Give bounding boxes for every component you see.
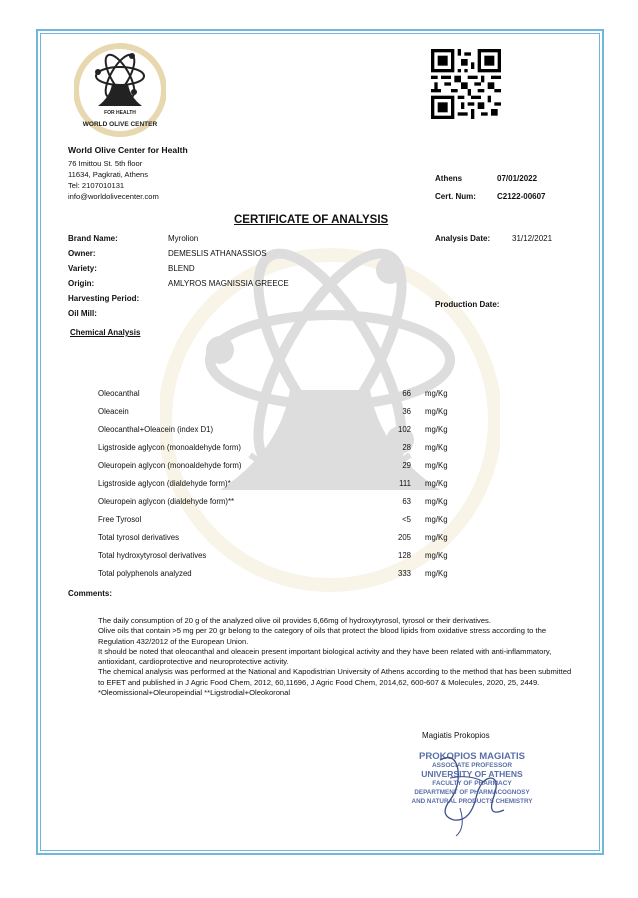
handwritten-signature-icon <box>420 748 530 838</box>
world-olive-center-logo-icon <box>74 42 166 140</box>
email-line: info@worldolivecenter.com <box>68 192 159 201</box>
table-row-value: 63 <box>402 497 411 506</box>
city-label: Athens <box>435 174 463 183</box>
table-row-name: Oleuropein aglycon (monoaldehyde form) <box>98 461 242 470</box>
table-row-unit: mg/Kg <box>425 461 448 470</box>
table-row-name: Oleocanthal+Oleacein (index D1) <box>98 425 214 434</box>
origin-value: AMLYROS MAGNISSIA GREECE <box>168 279 289 288</box>
brand-value: Myrolion <box>168 234 199 243</box>
origin-label: Origin: <box>68 279 95 288</box>
brand-label: Brand Name: <box>68 234 118 243</box>
table-row-value: 28 <box>402 443 411 452</box>
table-row-unit: mg/Kg <box>425 569 448 578</box>
watermark-logo-icon <box>160 240 500 600</box>
owner-value: DEMESLIS ATHANASSIOS <box>168 249 267 258</box>
address-line: 76 Imittou St. 5th floor <box>68 159 143 168</box>
analysis-date-value: 31/12/2021 <box>512 234 553 243</box>
table-row-value: 66 <box>402 389 411 398</box>
table-row-name: Total tyrosol derivatives <box>98 533 180 542</box>
logo-text-bottom: WORLD OLIVE CENTER <box>82 121 158 128</box>
table-row-name: Ligstroside aglycon (monoaldehyde form) <box>98 443 242 452</box>
logo-text-top: FOR HEALTH <box>104 110 136 116</box>
comment-paragraph: The daily consumption of 20 g of the analyzed olive oil provides 6,66mg of hydroxytyrosol, tyrosol or their derivatives. <box>98 616 491 625</box>
table-row-name: Oleocanthal <box>98 389 140 398</box>
address-line: Tel: 2107010131 <box>68 181 125 190</box>
table-row-value: 205 <box>397 533 411 542</box>
stamp-line: UNIVERSITY OF ATHENS <box>421 769 523 779</box>
table-row-name: Total polyphenols analyzed <box>98 569 192 578</box>
table-row-value: <5 <box>402 515 411 524</box>
table-row-unit: mg/Kg <box>425 425 448 434</box>
table-row-name: Ligstroside aglycon (dialdehyde form)* <box>98 479 231 488</box>
table-row-unit: mg/Kg <box>425 443 448 452</box>
analysis-date-label: Analysis Date: <box>435 234 491 243</box>
owner-label: Owner: <box>68 249 96 258</box>
variety-value: BLEND <box>168 264 195 273</box>
production-date-label: Production Date: <box>435 300 500 309</box>
table-row-unit: mg/Kg <box>425 479 448 488</box>
oil-mill-label: Oil Mill: <box>68 309 97 318</box>
table-row-unit: mg/Kg <box>425 533 448 542</box>
qr-code-icon <box>431 49 501 119</box>
stamp-line: DEPARTMENT OF PHARMACOGNOSY <box>414 789 530 796</box>
table-row-value: 333 <box>397 569 411 578</box>
table-row-unit: mg/Kg <box>425 497 448 506</box>
date-value: 07/01/2022 <box>497 174 538 183</box>
org-name: World Olive Center for Health <box>68 145 188 155</box>
comment-paragraph: Olive oils that contain >5 mg per 20 gr belong to the category of oils that protect the blood lipids from oxidative stress according to the Regulation 432/2012 of the European Union. <box>98 626 547 646</box>
stamp-line: ASSOCIATE PROFESSOR <box>431 762 513 769</box>
signer-name: Magiatis Prokopios <box>422 731 490 740</box>
comment-paragraph: It should be noted that oleocanthal and oleacein present important biological activity and they have been related with anti-inflammatory, antioxidant, cardioprotective and neuroprotective activity. <box>98 646 552 667</box>
certificate-title: CERTIFICATE OF ANALYSIS <box>234 214 389 226</box>
table-row-value: 36 <box>402 407 411 416</box>
cert-num-label: Cert. Num: <box>435 192 476 201</box>
variety-label: Variety: <box>68 264 97 273</box>
comments-title: Comments: <box>68 589 113 598</box>
address-line: 11634, Pagkrati, Athens <box>68 170 149 179</box>
table-row-name: Oleuropein aglycon (dialdehyde form)** <box>98 497 235 506</box>
table-row-value: 102 <box>397 425 411 434</box>
table-row-name: Free Tyrosol <box>98 515 142 524</box>
table-row-value: 29 <box>402 461 411 470</box>
stamp-line: AND NATURAL PRODUCTS CHEMISTRY <box>411 798 533 805</box>
table-row-unit: mg/Kg <box>425 389 448 398</box>
comments-body <box>98 616 576 698</box>
cert-num-value: C2122-00607 <box>497 192 546 201</box>
table-row-name: Total hydroxytyrosol derivatives <box>98 551 207 560</box>
stamp-line: FACULTY OF PHARMACY <box>432 780 512 787</box>
table-row-unit: mg/Kg <box>425 407 448 416</box>
table-row-name: Oleacein <box>98 407 129 416</box>
harvest-label: Harvesting Period: <box>68 294 140 303</box>
comment-paragraph: The chemical analysis was performed at the National and Kapodistrian University of Athens according to the method that has been submitted to EFET and published in J Agric Food Chem, 2012, 60,11696, J Agric Food Chem, 2014,62, 600-607 & Molecules, 2020, 25, 2449. *Oleomissional+Oleuropeindial **Ligstrodial+Oleokoronal <box>98 667 572 698</box>
table-row-value: 111 <box>399 479 411 488</box>
table-row-value: 128 <box>397 551 411 560</box>
table-row-unit: mg/Kg <box>425 551 448 560</box>
table-row-unit: mg/Kg <box>425 515 448 524</box>
chemical-analysis-title: Chemical Analysis <box>70 328 141 337</box>
stamp-line: PROKOPIOS MAGIATIS <box>419 751 525 762</box>
